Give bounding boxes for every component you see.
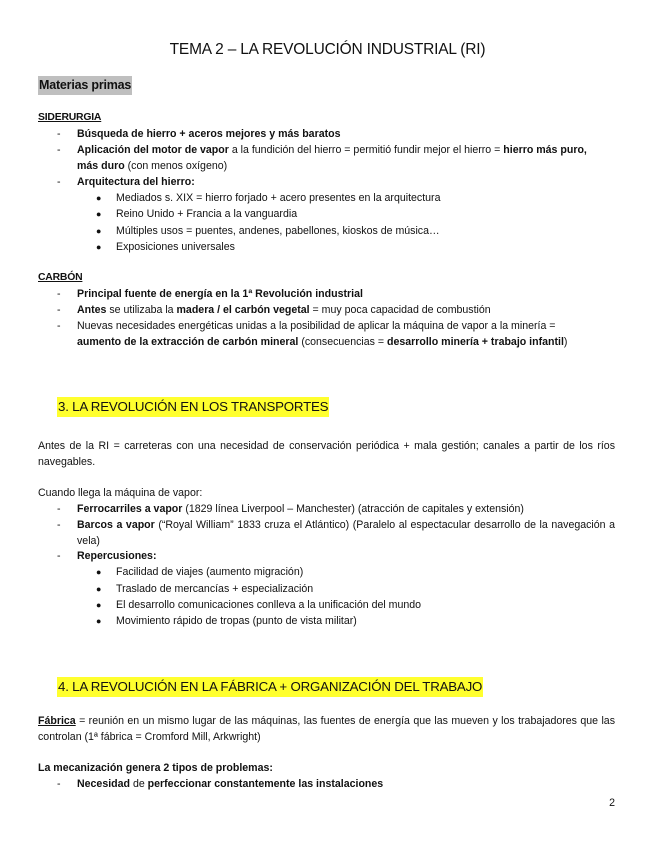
bullet-marker: ● (96, 584, 102, 594)
materias-primas-heading: Materias primas (38, 76, 132, 95)
dash-marker: - (57, 519, 61, 531)
dash-marker: - (57, 288, 61, 300)
bullet-marker: ● (96, 567, 102, 577)
page-number: 2 (609, 797, 615, 809)
bullet-marker: ● (96, 209, 102, 219)
dash-marker: - (57, 550, 61, 562)
siderurgia-heading: SIDERURGIA (38, 112, 102, 123)
dash-marker: - (57, 128, 61, 140)
dash-marker: - (57, 144, 61, 156)
dash-marker: - (57, 778, 61, 790)
paragraph: La mecanización genera 2 tipos de problemas: (38, 762, 273, 774)
dash-marker: - (57, 503, 61, 515)
bullet-marker: ● (96, 600, 102, 610)
paragraph: Antes de la RI = carreteras con una necesidad de conservación periódica + mala gestión; canales a partir de los ríos navegables. (38, 440, 615, 468)
bullet-marker: ● (96, 616, 102, 626)
section-heading-fabrica: 4. LA REVOLUCIÓN EN LA FÁBRICA + ORGANIZACIÓN DEL TRABAJO (57, 677, 483, 697)
dash-marker: - (57, 304, 61, 316)
paragraph: Fábrica = reunión en un mismo lugar de las máquinas, las fuentes de energía que las mueven y los trabajadores que las controlan (1ª fábrica = Cromford Mill, Arkwright) (38, 715, 615, 743)
paragraph: Cuando llega la máquina de vapor: (38, 487, 203, 499)
list-item-text: Arquitectura del hierro: (77, 176, 195, 188)
bullet-marker: ● (96, 226, 102, 236)
carbon-heading: CARBÓN (38, 272, 83, 283)
document-page: TEMA 2 – LA REVOLUCIÓN INDUSTRIAL (RI) Materias primas SIDERURGIA - Búsqueda de hierro + aceros mejores y más baratos - Aplicación del motor de vapor a la fundición del hierro = permitió fundir mejor el hierro = hierro más puro, más duro (con menos oxígeno) - Arquitectura del hierro: ● Mediados s. XIX = hierro forjado + acero presentes en la arquitectura ● Reino Unido + Francia a la vanguardia ● Múltiples usos = puentes, andenes, pabellones, kioskos de música… ● Exposiciones universales CARBÓN - Principal fuente de energía en la 1ª Revolución industrial - Antes se utilizaba la madera / el carbón vegetal = muy poca capacidad de combustión - Nuevas necesidades energéticas unidas a la posibilidad de aplicar la máquina de vapor a la minería = aumento de la extracción de carbón mineral (consecuencias = desarrollo minería + trabajo infantil) 3. LA REVOLUCIÓN EN LOS TRANSPORTES Antes de la RI = carreteras con una necesidad de conservación periódica + mala gestión; canales a partir de los ríos navegables. Cuando llega la máquina de vapor: - Ferrocarriles a vapor (1829 línea Liverpool – Manchester) (atracción de capitales y extensión) - Barcos a vapor (“Royal William” 1833 cruza el Atlántico) (Paralelo al espectacular desarrollo de la navegación a vela) - Repercusiones: ● Facilidad de viajes (aumento migración) ● Traslado de mercancías + especialización ● El desarrollo comunicaciones conlleva a la unificación del mundo ● Movimiento rápido de tropas (punto de vista militar) 4. LA REVOLUCIÓN EN LA FÁBRICA + ORGANIZACIÓN DEL TRABAJO Fábrica = reunión en un mismo lugar de las máquinas, las fuentes de energía que las mueven y los trabajadores que las controlan (1ª fábrica = Cromford Mill, Arkwright) La mecanización genera 2 tipos de problemas: - Necesidad de perfeccionar constantemente las instalaciones 2 (0, 0, 655, 848)
section-heading-transportes: 3. LA REVOLUCIÓN EN LOS TRANSPORTES (57, 397, 329, 417)
page-title: TEMA 2 – LA REVOLUCIÓN INDUSTRIAL (RI) (169, 41, 486, 58)
bullet-marker: ● (96, 193, 102, 203)
dash-marker: - (57, 176, 61, 188)
dash-marker: - (57, 320, 61, 332)
bullet-marker: ● (96, 242, 102, 252)
list-item-text: Búsqueda de hierro + aceros mejores y más baratos (77, 128, 341, 140)
